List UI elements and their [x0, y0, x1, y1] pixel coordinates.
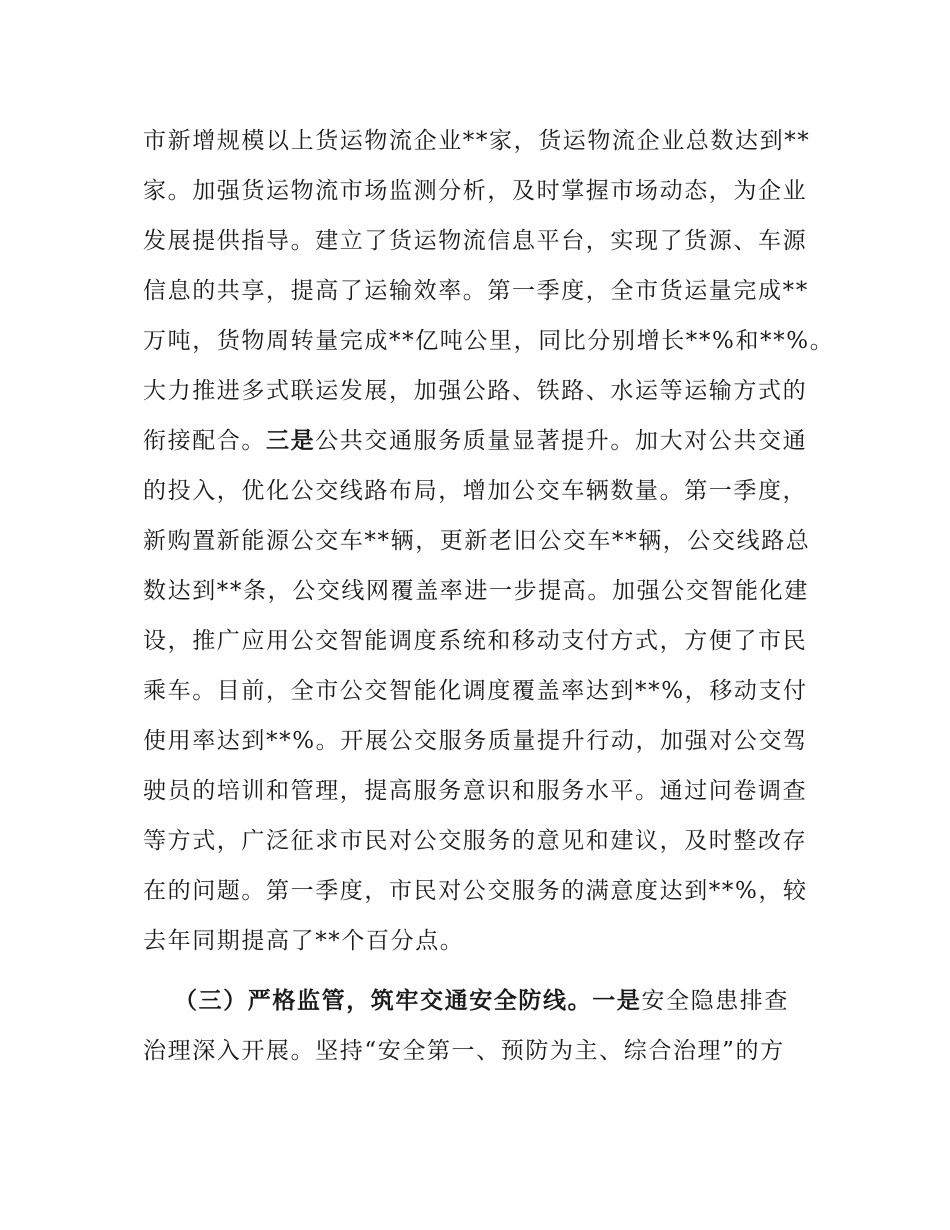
- text-line: 使用率达到**%。开展公交服务质量提升行动，加强对公交驾: [143, 728, 808, 754]
- section-heading-line: [174, 986, 854, 1016]
- text-line: 设，推广应用公交智能调度系统和移动支付方式，方便了市民: [143, 628, 808, 654]
- text-segment: 安全隐患排查: [641, 988, 790, 1014]
- text-line: 大力推进多式联运发展，加强公路、铁路、水运等运输方式的: [143, 378, 808, 404]
- text-line: [143, 426, 823, 456]
- text-line: 发展提供指导。建立了货运物流信息平台，实现了货源、车源: [143, 228, 808, 254]
- text-line: 乘车。目前，全市公交智能化调度覆盖率达到**%，移动支付: [143, 678, 808, 704]
- text-line: 在的问题。第一季度，市民对公交服务的满意度达到**%，较: [143, 878, 808, 904]
- text-segment: 衔接配合。: [143, 428, 266, 454]
- text-line: 去年同期提高了**个百分点。: [143, 928, 465, 954]
- text-line: 信息的共享，提高了运输效率。第一季度，全市货运量完成**: [143, 278, 809, 304]
- text-line: 驶员的培训和管理，提高服务意识和服务水平。通过问卷调查: [143, 778, 808, 804]
- emphasis-label: 三是: [266, 427, 316, 454]
- emphasis-label: 一是: [592, 987, 642, 1014]
- text-line: 数达到**条，公交线网覆盖率进一步提高。加强公交智能化建: [143, 578, 809, 604]
- text-line: 的投入，优化公交线路布局，增加公交车辆数量。第一季度，: [143, 478, 808, 504]
- text-line: 家。加强货运物流市场监测分析，及时掌握市场动态，为企业: [143, 178, 808, 204]
- text-line: 等方式，广泛征求市民对公交服务的意见和建议，及时整改存: [143, 828, 808, 854]
- section-heading: （三）严格监管，筑牢交通安全防线。: [174, 987, 593, 1014]
- text-line: 治理深入开展。坚持“安全第一、预防为主、综合治理”的方: [143, 1038, 785, 1064]
- text-segment: 公共交通服务质量显著提升。加大对公共交通: [315, 428, 808, 454]
- text-line: 市新增规模以上货运物流企业**家，货运物流企业总数达到**: [143, 128, 811, 154]
- text-line: 新购置新能源公交车**辆，更新老旧公交车**辆，公交线路总: [143, 528, 811, 554]
- text-line: 万吨，货物周转量完成**亿吨公里，同比分别增长**%和**%。: [143, 328, 835, 354]
